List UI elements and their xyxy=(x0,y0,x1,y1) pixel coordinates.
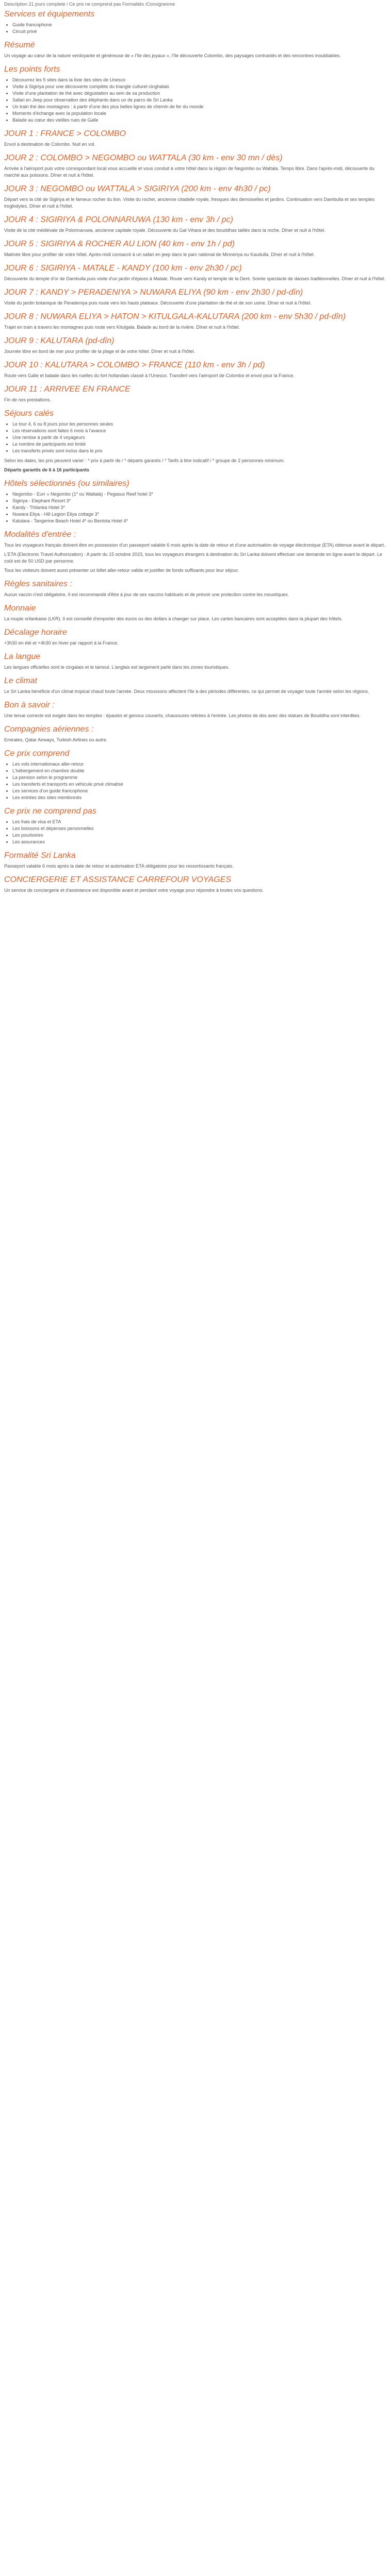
day-text: Visite de la cité médiévale de Polonnaruwa, ancienne capitale royale. Découverte du Gal Vihara et des bouddhas taillés dans la roche. Dîner et nuit à l'hôtel. xyxy=(4,228,325,233)
section-langue xyxy=(4,652,387,671)
day-text: Fin de nos prestations. xyxy=(4,397,52,402)
bullet-list xyxy=(4,819,387,845)
paragraph: L'ETA (Electronic Travel Authorization) : A partir du 15 octobre 2023, tous les voyageurs étrangers à destination du Sri Lanka doivent effectuer une demande en ligne avant le départ. Le coût est de 50 USD par personne. xyxy=(4,552,382,564)
section-services xyxy=(4,9,387,35)
list-item: • Negombo - Eurr » Negombo (1* ou Wattala) - Pegasus Reef hotel 3* xyxy=(12,491,387,498)
list-item: • Les vols internationaux aller-retour xyxy=(12,761,387,768)
section-horaire xyxy=(4,628,387,647)
day-title: JOUR 10 : KALUTARA > COLOMBO > FRANCE (110 km - env 3h / pd) xyxy=(4,361,265,369)
section-modalites xyxy=(4,530,387,574)
section-hotels xyxy=(4,479,387,524)
list-item: • Visite d'une plantation de thé avec dégustation au sein de sa production xyxy=(12,90,387,97)
day-text: Journée libre en bord de mer pour profiter de la plage et de votre hôtel. Dîner et nuit à l'hôtel. xyxy=(4,349,195,354)
section-sante xyxy=(4,579,387,598)
section-prix_ne_comprend xyxy=(4,806,387,845)
day-text: Visite du jardin botanique de Peradeniya puis route vers les hauts plateaux. Découverte d'une plantation de thé et de son usine. Dîner et nuit à l'hôtel. xyxy=(4,300,312,306)
list-item: • Les transferts et transports en véhicule privé climatisé xyxy=(12,781,387,788)
paragraph: Les langues officielles sont le cingalais et le tamoul. L'anglais est largement parlé dans les zones touristiques. xyxy=(4,665,230,670)
bullet-list xyxy=(4,491,387,524)
list-item: • Circuit privé xyxy=(12,28,387,35)
paragraph: Emirates, Qatar Airways, Turkish Airlines ou autre. xyxy=(4,737,108,742)
section-resume xyxy=(4,40,387,59)
section-title: Résumé xyxy=(4,41,35,49)
list-item: • Les frais de visa et ETA xyxy=(12,819,387,825)
departures-note: Départs garantis de 6 à 16 participants xyxy=(4,467,90,472)
section-title: Ce prix comprend xyxy=(4,749,70,758)
paragraph: Une tenue correcte est exigée dans les temples : épaules et genoux couverts, chaussures retirées à l'entrée. Les photos de dos avec des statues de Bouddha sont interdites. xyxy=(4,713,361,718)
section-climat xyxy=(4,676,387,695)
list-item: • Moments d'échange avec la population locale xyxy=(12,110,387,117)
list-item: • Le nombre de participants est limité xyxy=(12,441,387,448)
day-title: JOUR 3 : NEGOMBO ou WATTALA > SIGIRIYA (200 km - env 4h30 / pc) xyxy=(4,184,271,193)
day-title: JOUR 11 : ARRIVEE EN FRANCE xyxy=(4,385,131,394)
list-item: • Les transferts privés sont inclus dans le prix xyxy=(12,448,387,454)
list-item: • Balade au cœur des vieilles rues de Galle xyxy=(12,117,387,124)
day-text: Départ vers la cité de Sigiriya et le fameux rocher du lion. Visite du rocher, ancienne citadelle royale, fresques des demoiselles et jardins. Continuation vers Dambulla et ses temples troglodytes. Dîner et nuit à l'hôtel. xyxy=(4,197,375,209)
day-title: JOUR 9 : KALUTARA (pd-dîn) xyxy=(4,336,115,345)
list-item: • Les entrées des sites mentionnés xyxy=(12,794,387,801)
list-item: • Guide francophone xyxy=(12,22,387,28)
section-title: Règles sanitaires : xyxy=(4,580,72,588)
section-title: CONCIERGERIE ET ASSISTANCE CARREFOUR VOYAGES xyxy=(4,875,232,884)
section-prix_comprend xyxy=(4,749,387,801)
list-item: • L'hébergement en chambre double xyxy=(12,768,387,774)
section-title: Hôtels sélectionnés (ou similaires) xyxy=(4,479,129,488)
list-item: • Le tour 4, 6 ou 8 jours pour les personnes seules xyxy=(12,421,387,428)
section-title: Services et équipements xyxy=(4,10,95,19)
section-bonasavoir xyxy=(4,700,387,719)
list-item: • Nuwara Eliya - Hill Legion Eliya cottage 3* xyxy=(12,511,387,518)
section-title: Les points forts xyxy=(4,65,60,74)
section-sejours xyxy=(4,409,387,473)
day-title: JOUR 4 : SIGIRIYA & POLONNARUWA (130 km - env 3h / pc) xyxy=(4,215,233,224)
section-title: Bon à savoir : xyxy=(4,701,55,709)
day-title: JOUR 2 : COLOMBO > NEGOMBO ou WATTALA (30 km - env 30 mn / dès) xyxy=(4,154,283,162)
section-title: Séjours calés xyxy=(4,409,54,418)
section-title: Formalité Sri Lanka xyxy=(4,851,76,860)
paragraph: La roupie srilankaise (LKR). Il est conseillé d'emporter des euros ou des dollars à changer sur place. Les cartes bancaires sont acceptées dans la plupart des hôtels. xyxy=(4,616,343,621)
section-title: Compagnies aériennes : xyxy=(4,725,94,734)
bullet-list xyxy=(4,77,387,124)
paragraph: Un service de conciergerie et d'assistance est disponible avant et pendant votre voyage pour répondre à toutes vos questions. xyxy=(4,888,264,893)
day-title: JOUR 6 : SIGIRIYA - MATALE - KANDY (100 km - env 2h30 / pc) xyxy=(4,264,242,273)
list-item: • Les services d'un guide francophone xyxy=(12,788,387,794)
section-compagnies xyxy=(4,724,387,743)
day-title: JOUR 5 : SIGIRIYA & ROCHER AU LION (40 km - env 1h / pd) xyxy=(4,240,235,248)
day-text: Trajet en train à travers les montagnes puis route vers Kitulgala. Balade au bord de la rivière. Dîner et nuit à l'hôtel. xyxy=(4,325,240,330)
list-item: • La pension selon le programme xyxy=(12,774,387,781)
day-title: JOUR 1 : FRANCE > COLOMBO xyxy=(4,129,126,138)
paragraph: Aucun vaccin n'est obligatoire. Il est recommandé d'être à jour de ses vaccins habituels et de prévoir une protection contre les moustiques. xyxy=(4,592,289,597)
day-text: Matinée libre pour profiter de votre hôtel. Après-midi consacré à un safari en jeep dans le parc national de Minneriya ou Kaudulla. Dîner et nuit à l'hôtel. xyxy=(4,252,315,257)
day-title: JOUR 7 : KANDY > PERADENIYA > NUWARA ELIYA (90 km - env 2h30 / pd-dîn) xyxy=(4,288,303,297)
list-item: • Sigiriya - Elephant Resort 3* xyxy=(12,498,387,504)
section-title: Modalités d'entrée : xyxy=(4,530,76,539)
top-line: Description 21 jours completé / Ce prix ne comprend pas Formalités /Consignesme xyxy=(4,2,175,7)
day-text: Route vers Galle et balade dans les ruelles du fort hollandais classé à l'Unesco. Transfert vers l'aéroport de Colombo et envol pour la France. xyxy=(4,373,295,378)
list-item: • Kalutara - Tangerine Beach Hotel 4* ou Bentota Hotel 4* xyxy=(12,518,387,524)
paragraph: +3h30 en été et +4h30 en hiver par rapport à la France. xyxy=(4,640,119,646)
day-text: Découverte du temple d'or de Dambulla puis visite d'un jardin d'épices à Matale. Route vers Kandy et temple de la Dent. Soirée spectacle de danses traditionnelles. Dîner et nuit à l'hôtel. xyxy=(4,276,386,281)
section-title: Le climat xyxy=(4,676,38,685)
list-item: • Les assurances xyxy=(12,839,387,845)
day-title: JOUR 8 : NUWARA ELIYA > HATON > KITULGALA-KALUTARA (200 km - env 5h30 / pd-dîn) xyxy=(4,312,346,321)
section-conciergerie xyxy=(4,875,387,894)
section-title: Ce prix ne comprend pas xyxy=(4,807,96,816)
bullet-list xyxy=(4,421,387,454)
paragraph: Tous les visiteurs doivent aussi présenter un billet aller-retour valide et justifier de fonds suffisants pour leur séjour. xyxy=(4,568,239,573)
section-itineraire xyxy=(4,129,387,403)
list-item: • Découvrez les 5 sites dans la liste des sites de Unesco xyxy=(12,77,387,83)
section-title: Monnaie xyxy=(4,604,36,613)
list-item: • Kandy - Thilanka Hotel 3* xyxy=(12,504,387,511)
paragraph: Tous les voyageurs français doivent être en possession d'un passeport valable 6 mois après la date de retour et d'une autorisation de voyage électronique (ETA) obtenue avant le départ. xyxy=(4,543,385,548)
bullet-list xyxy=(4,761,387,801)
list-item: • Safari en Jeep pour observation des éléphants dans un de parcs de Sri Lanka xyxy=(12,97,387,104)
section-points xyxy=(4,64,387,124)
list-item: • Les boissons et dépenses personnelles xyxy=(12,825,387,832)
list-item: • Les réservations sont faites 6 mois à l'avance xyxy=(12,428,387,434)
paragraph: Un voyage au cœur de la nature verdoyante et généreuse de « l'île des joyaux », l'île découverte Colombo, des paysages contrastés et des rencontres inoubliables. xyxy=(4,53,341,58)
section-title: Décalage horaire xyxy=(4,628,67,637)
day-text: Arrivée à l'aéroport puis votre correspondant local vous accueille et vous conduit à votre hôtel dans la région de Negombo ou Wattala. Temps libre. Dans l'après-midi, découverte du marché aux poissons. Dîner et nuit à l'hôtel. xyxy=(4,166,374,178)
list-item: • Visite à Sigiriya pour une découverte complète du triangle culturel cinghalais xyxy=(12,83,387,90)
section-formalites xyxy=(4,851,387,870)
note: Selon les dates, les prix peuvent varier : * prix à partir de / * départs garantis / * Tarifs à titre indicatif / * groupe de 2 personnes minimum. xyxy=(4,458,285,463)
paragraph: Passeport valable 6 mois après la date de retour et autorisation ETA obligatoire pour les ressortissants français. xyxy=(4,863,234,869)
paragraph: Le Sri Lanka bénéficie d'un climat tropical chaud toute l'année. Deux moussons affectent l'île à des périodes différentes, ce qui permet de voyager toute l'année selon les régions. xyxy=(4,689,369,694)
list-item: • Les pourboires xyxy=(12,832,387,839)
section-monnaie xyxy=(4,603,387,622)
list-item: • Une remise à partir de 4 voyageurs xyxy=(12,434,387,441)
list-item: • Un train thé des montagnes : à partir d'une des plus belles lignes de chemin de fer du monde xyxy=(12,104,387,110)
day-text: Envol à destination de Colombo. Nuit en vol. xyxy=(4,142,96,147)
section-title: La langue xyxy=(4,652,41,661)
bullet-list xyxy=(4,22,387,35)
page-content xyxy=(0,0,391,901)
